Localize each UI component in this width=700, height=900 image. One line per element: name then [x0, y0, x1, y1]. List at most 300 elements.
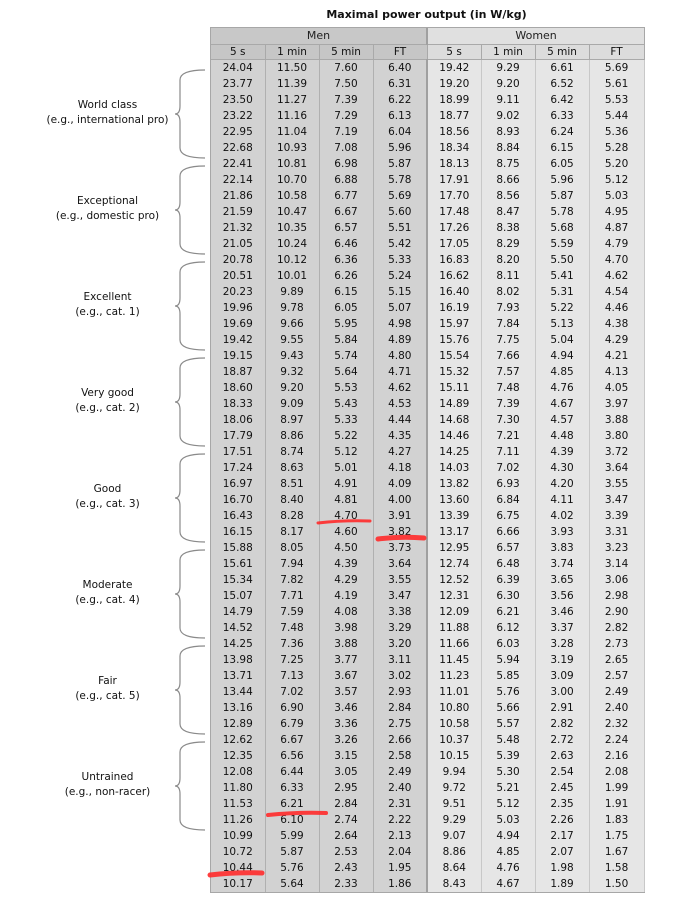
table-cell: 18.34 [427, 140, 481, 156]
table-row [211, 860, 644, 876]
table-cell: 7.71 [265, 588, 319, 604]
table-cell: 3.38 [373, 604, 427, 620]
table-cell: 2.84 [319, 796, 373, 812]
table-cell: 6.24 [535, 124, 589, 140]
table-cell: 4.91 [319, 476, 373, 492]
table-cell: 17.70 [427, 188, 481, 204]
category-brace [175, 646, 205, 734]
table-cell: 5.69 [589, 60, 644, 77]
column-header: 5 min [535, 45, 589, 60]
table-cell: 3.29 [373, 620, 427, 636]
table-cell: 8.05 [265, 540, 319, 556]
table-cell: 8.51 [265, 476, 319, 492]
table-cell: 5.30 [481, 764, 535, 780]
table-row [211, 844, 644, 860]
table-cell: 6.98 [319, 156, 373, 172]
table-cell: 17.05 [427, 236, 481, 252]
table-row [211, 444, 644, 460]
table-cell: 6.40 [373, 60, 427, 77]
table-cell: 4.67 [481, 876, 535, 892]
table-cell: 4.89 [373, 332, 427, 348]
table-cell: 4.39 [535, 444, 589, 460]
table-cell: 8.17 [265, 524, 319, 540]
table-cell: 4.80 [373, 348, 427, 364]
table-cell: 3.91 [373, 508, 427, 524]
table-cell: 10.37 [427, 732, 481, 748]
category-example: (e.g., cat. 4) [75, 594, 140, 606]
table-cell: 7.82 [265, 572, 319, 588]
table-cell: 11.66 [427, 636, 481, 652]
table-cell: 2.91 [535, 700, 589, 716]
table-row [211, 172, 644, 188]
table-cell: 14.79 [211, 604, 265, 620]
table-cell: 2.49 [589, 684, 644, 700]
table-cell: 15.76 [427, 332, 481, 348]
table-cell: 5.66 [481, 700, 535, 716]
column-header: FT [589, 45, 644, 60]
table-cell: 7.02 [481, 460, 535, 476]
table-cell: 2.98 [589, 588, 644, 604]
table-cell: 10.81 [265, 156, 319, 172]
table-cell: 3.31 [589, 524, 644, 540]
table-cell: 5.64 [265, 876, 319, 892]
table-cell: 8.38 [481, 220, 535, 236]
table-cell: 3.20 [373, 636, 427, 652]
table-cell: 4.60 [319, 524, 373, 540]
table-cell: 12.09 [427, 604, 481, 620]
table-cell: 4.39 [319, 556, 373, 572]
table-row [211, 220, 644, 236]
table-cell: 11.27 [265, 92, 319, 108]
table-cell: 5.60 [373, 204, 427, 220]
table-cell: 18.87 [211, 364, 265, 380]
table-cell: 3.97 [589, 396, 644, 412]
table-cell: 1.58 [589, 860, 644, 876]
table-cell: 6.26 [319, 268, 373, 284]
table-row [211, 412, 644, 428]
table-row [211, 124, 644, 140]
table-cell: 8.97 [265, 412, 319, 428]
table-cell: 4.35 [373, 428, 427, 444]
table-cell: 4.38 [589, 316, 644, 332]
table-cell: 14.25 [211, 636, 265, 652]
table-cell: 8.84 [481, 140, 535, 156]
table-cell: 7.21 [481, 428, 535, 444]
table-cell: 4.71 [373, 364, 427, 380]
table-cell: 4.44 [373, 412, 427, 428]
table-cell: 24.04 [211, 60, 265, 77]
table-cell: 6.90 [265, 700, 319, 716]
table-cell: 1.83 [589, 812, 644, 828]
table-cell: 16.62 [427, 268, 481, 284]
table-cell: 9.89 [265, 284, 319, 300]
table-cell: 13.98 [211, 652, 265, 668]
table-cell: 9.20 [481, 76, 535, 92]
table-cell: 7.75 [481, 332, 535, 348]
table-cell: 19.20 [427, 76, 481, 92]
table-cell: 6.03 [481, 636, 535, 652]
table-cell: 2.33 [319, 876, 373, 892]
table-cell: 5.04 [535, 332, 589, 348]
table-cell: 5.03 [589, 188, 644, 204]
category-name: Good [93, 483, 122, 495]
table-cell: 4.94 [481, 828, 535, 844]
table-cell: 5.61 [589, 76, 644, 92]
column-header: 5 min [319, 45, 373, 60]
table-cell: 5.78 [535, 204, 589, 220]
table-cell: 5.74 [319, 348, 373, 364]
table-cell: 8.74 [265, 444, 319, 460]
table-cell: 6.88 [319, 172, 373, 188]
category-example: (e.g., non-racer) [64, 786, 151, 798]
table-cell: 6.05 [319, 300, 373, 316]
table-cell: 5.24 [373, 268, 427, 284]
table-row [211, 204, 644, 220]
table-cell: 6.66 [481, 524, 535, 540]
table-cell: 6.52 [535, 76, 589, 92]
table-cell: 9.11 [481, 92, 535, 108]
table-cell: 5.85 [481, 668, 535, 684]
table-cell: 5.01 [319, 460, 373, 476]
table-cell: 18.56 [427, 124, 481, 140]
table-cell: 3.47 [589, 492, 644, 508]
table-cell: 19.42 [427, 60, 481, 77]
category-brace [175, 742, 205, 830]
table-cell: 8.66 [481, 172, 535, 188]
table-cell: 10.72 [211, 844, 265, 860]
power-table [210, 27, 645, 893]
table-row [211, 156, 644, 172]
table-cell: 16.97 [211, 476, 265, 492]
table-cell: 21.32 [211, 220, 265, 236]
table-cell: 5.64 [319, 364, 373, 380]
table-row [211, 252, 644, 268]
table-cell: 14.89 [427, 396, 481, 412]
table-row [211, 380, 644, 396]
table-cell: 5.78 [373, 172, 427, 188]
table-row [211, 572, 644, 588]
table-cell: 4.70 [589, 252, 644, 268]
table-cell: 3.09 [535, 668, 589, 684]
category-example: (e.g., cat. 3) [75, 498, 140, 510]
table-cell: 23.77 [211, 76, 265, 92]
table-cell: 3.72 [589, 444, 644, 460]
table-cell: 4.27 [373, 444, 427, 460]
table-cell: 4.46 [589, 300, 644, 316]
table-cell: 9.09 [265, 396, 319, 412]
table-cell: 7.59 [265, 604, 319, 620]
table-cell: 15.11 [427, 380, 481, 396]
table-row [211, 684, 644, 700]
table-cell: 4.09 [373, 476, 427, 492]
table-row [211, 732, 644, 748]
table-cell: 16.19 [427, 300, 481, 316]
table-cell: 5.12 [319, 444, 373, 460]
category-name: Fair [98, 675, 117, 687]
category-example: (e.g., cat. 1) [75, 306, 140, 318]
table-cell: 4.79 [589, 236, 644, 252]
table-cell: 5.50 [535, 252, 589, 268]
table-cell: 6.15 [535, 140, 589, 156]
table-cell: 15.54 [427, 348, 481, 364]
table-cell: 3.77 [319, 652, 373, 668]
table-cell: 3.56 [535, 588, 589, 604]
table-cell: 6.36 [319, 252, 373, 268]
table-cell: 7.39 [481, 396, 535, 412]
table-row [211, 636, 644, 652]
table-cell: 5.96 [373, 140, 427, 156]
table-cell: 6.75 [481, 508, 535, 524]
table-row [211, 716, 644, 732]
table-cell: 19.69 [211, 316, 265, 332]
table-cell: 2.93 [373, 684, 427, 700]
table-cell: 7.93 [481, 300, 535, 316]
table-row [211, 780, 644, 796]
table-cell: 8.20 [481, 252, 535, 268]
table-cell: 17.24 [211, 460, 265, 476]
table-cell: 5.96 [535, 172, 589, 188]
table-cell: 19.42 [211, 332, 265, 348]
table-cell: 2.53 [319, 844, 373, 860]
table-cell: 5.95 [319, 316, 373, 332]
table-cell: 3.57 [319, 684, 373, 700]
table-cell: 11.80 [211, 780, 265, 796]
table-cell: 3.64 [373, 556, 427, 572]
table-cell: 6.21 [481, 604, 535, 620]
table-cell: 4.11 [535, 492, 589, 508]
table-cell: 11.23 [427, 668, 481, 684]
table-cell: 2.63 [535, 748, 589, 764]
table-row [211, 828, 644, 844]
table-cell: 16.15 [211, 524, 265, 540]
table-cell: 10.35 [265, 220, 319, 236]
table-cell: 12.62 [211, 732, 265, 748]
table-cell: 10.15 [427, 748, 481, 764]
table-cell: 5.44 [589, 108, 644, 124]
table-cell: 2.57 [589, 668, 644, 684]
table-cell: 2.04 [373, 844, 427, 860]
table-cell: 4.57 [535, 412, 589, 428]
table-cell: 3.64 [589, 460, 644, 476]
table-cell: 14.03 [427, 460, 481, 476]
table-cell: 12.95 [427, 540, 481, 556]
table-cell: 4.76 [481, 860, 535, 876]
table-cell: 8.64 [427, 860, 481, 876]
table-cell: 3.06 [589, 572, 644, 588]
table-cell: 5.03 [481, 812, 535, 828]
table-cell: 17.48 [427, 204, 481, 220]
category-example: (e.g., domestic pro) [55, 210, 160, 222]
table-cell: 15.07 [211, 588, 265, 604]
table-cell: 10.17 [211, 876, 265, 892]
table-cell: 5.33 [319, 412, 373, 428]
table-cell: 3.88 [319, 636, 373, 652]
table-row [211, 332, 644, 348]
table-row [211, 508, 644, 524]
table-cell: 8.43 [427, 876, 481, 892]
table-cell: 4.62 [589, 268, 644, 284]
table-cell: 5.42 [373, 236, 427, 252]
table-cell: 3.88 [589, 412, 644, 428]
table-row [211, 364, 644, 380]
table-cell: 2.58 [373, 748, 427, 764]
table-row [211, 764, 644, 780]
category-brace [175, 550, 205, 638]
table-cell: 3.47 [373, 588, 427, 604]
table-cell: 3.46 [319, 700, 373, 716]
table-cell: 22.95 [211, 124, 265, 140]
table-cell: 3.46 [535, 604, 589, 620]
table-row [211, 540, 644, 556]
table-row [211, 284, 644, 300]
table-cell: 15.97 [427, 316, 481, 332]
table-cell: 11.50 [265, 60, 319, 77]
table-cell: 13.16 [211, 700, 265, 716]
table-cell: 7.66 [481, 348, 535, 364]
table-cell: 7.13 [265, 668, 319, 684]
table-row [211, 476, 644, 492]
table-cell: 10.58 [265, 188, 319, 204]
table-cell: 22.68 [211, 140, 265, 156]
table-cell: 3.26 [319, 732, 373, 748]
table-cell: 2.31 [373, 796, 427, 812]
table-row [211, 60, 644, 77]
table-cell: 11.01 [427, 684, 481, 700]
table-cell: 4.19 [319, 588, 373, 604]
table-cell: 20.51 [211, 268, 265, 284]
table-cell: 7.02 [265, 684, 319, 700]
table-cell: 8.56 [481, 188, 535, 204]
table-cell: 5.22 [319, 428, 373, 444]
table-cell: 3.98 [319, 620, 373, 636]
table-title: Maximal power output (in W/kg) [326, 8, 527, 21]
table-cell: 13.44 [211, 684, 265, 700]
table-cell: 8.86 [427, 844, 481, 860]
table-cell: 5.51 [373, 220, 427, 236]
table-row [211, 428, 644, 444]
table-cell: 18.60 [211, 380, 265, 396]
table-cell: 10.12 [265, 252, 319, 268]
table-row [211, 588, 644, 604]
table-cell: 8.40 [265, 492, 319, 508]
category-example: (e.g., cat. 5) [75, 690, 140, 702]
table-cell: 19.15 [211, 348, 265, 364]
table-cell: 3.83 [535, 540, 589, 556]
table-cell: 4.70 [319, 508, 373, 524]
table-cell: 6.77 [319, 188, 373, 204]
table-cell: 6.39 [481, 572, 535, 588]
table-cell: 17.26 [427, 220, 481, 236]
category-brace [175, 358, 205, 446]
table-cell: 16.70 [211, 492, 265, 508]
table-row [211, 796, 644, 812]
table-cell: 7.48 [265, 620, 319, 636]
category-name: Untrained [81, 771, 134, 783]
table-cell: 2.95 [319, 780, 373, 796]
table-cell: 14.52 [211, 620, 265, 636]
table-cell: 6.05 [535, 156, 589, 172]
table-cell: 2.22 [373, 812, 427, 828]
table-cell: 6.42 [535, 92, 589, 108]
table-cell: 5.15 [373, 284, 427, 300]
table-cell: 13.39 [427, 508, 481, 524]
group-header-women: Women [427, 28, 644, 45]
table-cell: 6.21 [265, 796, 319, 812]
table-cell: 7.30 [481, 412, 535, 428]
table-cell: 2.75 [373, 716, 427, 732]
table-cell: 4.62 [373, 380, 427, 396]
table-cell: 3.82 [373, 524, 427, 540]
table-cell: 3.28 [535, 636, 589, 652]
table-cell: 10.44 [211, 860, 265, 876]
table-cell: 7.94 [265, 556, 319, 572]
table-cell: 10.99 [211, 828, 265, 844]
table-cell: 6.57 [319, 220, 373, 236]
table-cell: 17.79 [211, 428, 265, 444]
table-cell: 5.22 [535, 300, 589, 316]
table-cell: 7.19 [319, 124, 373, 140]
table-cell: 3.14 [589, 556, 644, 572]
table-cell: 21.59 [211, 204, 265, 220]
table-cell: 6.04 [373, 124, 427, 140]
table-cell: 15.34 [211, 572, 265, 588]
table-cell: 4.20 [535, 476, 589, 492]
table-cell: 13.17 [427, 524, 481, 540]
table-cell: 5.69 [373, 188, 427, 204]
table-cell: 5.33 [373, 252, 427, 268]
table-cell: 4.05 [589, 380, 644, 396]
table-cell: 15.32 [427, 364, 481, 380]
table-cell: 3.55 [373, 572, 427, 588]
table-cell: 3.80 [589, 428, 644, 444]
table-cell: 9.43 [265, 348, 319, 364]
table-cell: 11.39 [265, 76, 319, 92]
table-cell: 15.88 [211, 540, 265, 556]
table-cell: 2.08 [589, 764, 644, 780]
table-cell: 6.61 [535, 60, 589, 77]
table-cell: 7.48 [481, 380, 535, 396]
table-cell: 4.54 [589, 284, 644, 300]
table-cell: 1.98 [535, 860, 589, 876]
table-row [211, 668, 644, 684]
table-row [211, 460, 644, 476]
table-cell: 4.53 [373, 396, 427, 412]
table-cell: 5.76 [265, 860, 319, 876]
table-cell: 6.56 [265, 748, 319, 764]
table-cell: 11.16 [265, 108, 319, 124]
table-cell: 5.41 [535, 268, 589, 284]
table-row [211, 188, 644, 204]
table-cell: 14.25 [427, 444, 481, 460]
table-cell: 6.22 [373, 92, 427, 108]
table-row [211, 604, 644, 620]
table-cell: 3.74 [535, 556, 589, 572]
column-header: 5 s [427, 45, 481, 60]
table-cell: 2.82 [589, 620, 644, 636]
category-brace [175, 262, 205, 350]
table-cell: 11.53 [211, 796, 265, 812]
table-cell: 3.93 [535, 524, 589, 540]
table-cell: 6.31 [373, 76, 427, 92]
table-cell: 9.07 [427, 828, 481, 844]
table-cell: 22.41 [211, 156, 265, 172]
table-cell: 15.61 [211, 556, 265, 572]
table-cell: 2.24 [589, 732, 644, 748]
table-cell: 1.95 [373, 860, 427, 876]
table-cell: 10.01 [265, 268, 319, 284]
column-header: 5 s [211, 45, 265, 60]
table-cell: 18.13 [427, 156, 481, 172]
